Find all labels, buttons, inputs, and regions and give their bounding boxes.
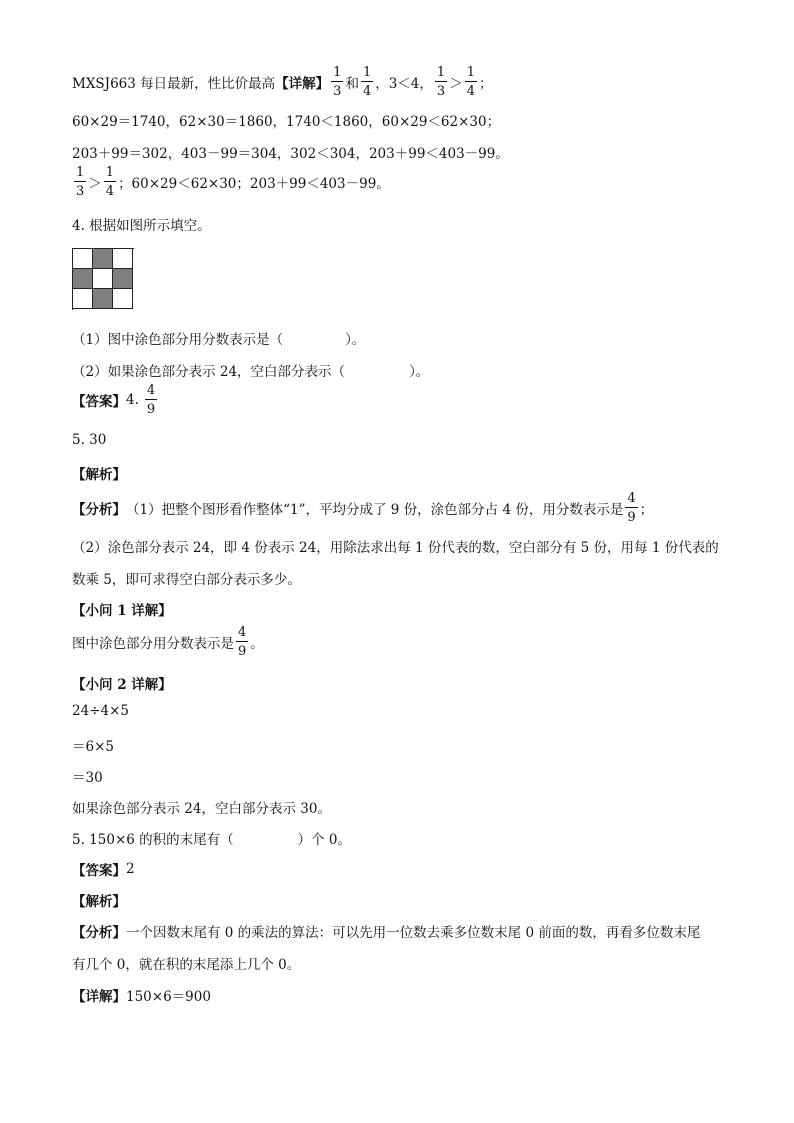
- fraction: $\frac{1}{4}$: [466, 65, 475, 99]
- small-question-2-tag: 【小问 2 详解】: [72, 677, 172, 693]
- fraction: $\frac{4}{9}$: [146, 383, 156, 417]
- text: ＞: [449, 76, 463, 92]
- analysis-tag: 【解析】: [72, 894, 126, 910]
- text: 2: [126, 861, 135, 877]
- grid-cell: [113, 249, 133, 269]
- text: ）。: [409, 364, 430, 380]
- fraction: $\frac{1}{4}$: [362, 65, 372, 99]
- analysis-line: [72, 921, 700, 941]
- grid-cell: [113, 289, 133, 309]
- grid-cell: [93, 269, 113, 289]
- grid-cell-shaded: [73, 269, 93, 289]
- detail-tag: 【详解】: [275, 76, 330, 92]
- text-line: [72, 166, 390, 198]
- text: ，3＜4，: [375, 76, 433, 92]
- analysis-tag: 【解析】: [72, 467, 126, 483]
- grid-cell: [73, 289, 93, 309]
- answer-line-2: 5. 30: [72, 432, 107, 448]
- fraction: $\frac{1}{3}$: [76, 165, 85, 199]
- fenxi-tag: 【分析】: [72, 925, 126, 941]
- answer-tag: 【答案】: [72, 394, 126, 410]
- text: 一个因数末尾有 0 的乘法的算法：可以先用一位数去乘多位数末尾 0 前面的数，再看多位数末尾: [126, 925, 701, 941]
- answer-line: [72, 384, 159, 416]
- text: （2）如果涂色部分表示 24，空白部分表示（: [72, 364, 346, 380]
- text: 5. 150×6 的积的末尾有（: [72, 832, 234, 848]
- fraction: $\frac{4}{9}$: [238, 625, 247, 659]
- text: （1）图中涂色部分用分数表示是（: [72, 332, 284, 348]
- fraction: $\frac{4}{9}$: [627, 491, 636, 525]
- calc-line: ＝30: [72, 770, 103, 786]
- question-title: [72, 828, 351, 848]
- text: 150×6＝900: [126, 989, 211, 1005]
- calc-line: ＝6×5: [72, 739, 114, 755]
- answer-line: [72, 859, 135, 879]
- shaded-grid-figure: [72, 248, 134, 310]
- detail-line: [72, 626, 264, 658]
- fenxi-tag: 【分析】: [72, 502, 126, 518]
- header-line: [72, 66, 492, 98]
- grid-cell-shaded: [93, 289, 113, 309]
- answer-tag: 【答案】: [72, 863, 126, 879]
- small-question-1-tag: 【小问 1 详解】: [72, 603, 172, 619]
- analysis-line: 数乘 5，即可求得空白部分表示多少。: [72, 572, 301, 588]
- text: ＞: [88, 176, 102, 192]
- sub-question-1: [72, 328, 365, 348]
- text: ）。: [345, 332, 366, 348]
- fraction: $\frac{1}{3}$: [333, 65, 342, 99]
- analysis-line: （2）涂色部分表示 24，即 4 份表示 24，用除法求出每 1 份代表的数，空白部分有 5 份，用每 1 份代表的: [72, 540, 719, 556]
- text: ；: [478, 76, 493, 92]
- watermark-text: MXSJ663 每日最新，性比价最高: [72, 76, 276, 92]
- text-line: 203＋99＝302，403－99＝304，302＜304，203＋99＜403－99。: [72, 146, 509, 162]
- fraction: $\frac{1}{3}$: [436, 65, 446, 99]
- text: 和: [345, 76, 359, 92]
- text: 4.: [126, 392, 139, 408]
- text: 。: [250, 636, 264, 652]
- calc-line: 24÷4×5: [72, 703, 129, 719]
- text: ）个 0。: [297, 832, 352, 848]
- text-line: 60×29＝1740，62×30＝1860，1740＜1860，60×29＜62×30；: [72, 114, 501, 130]
- text: ；: [639, 502, 654, 518]
- fraction: $\frac{1}{4}$: [105, 165, 115, 199]
- grid-cell-shaded: [93, 249, 113, 269]
- text: ；60×29＜62×30；203＋99＜403－99。: [118, 176, 390, 192]
- text: 图中涂色部分用分数表示是: [72, 636, 234, 652]
- text: （1）把整个图形看作整体“1”，平均分成了 9 份，涂色部分占 4 份，用分数表示是: [126, 502, 624, 518]
- detail-tag: 【详解】: [72, 989, 126, 1005]
- sub-question-2: [72, 360, 429, 380]
- detail-line: [72, 985, 211, 1005]
- grid-cell-shaded: [113, 269, 133, 289]
- analysis-line: [72, 492, 653, 524]
- conclusion-line: 如果涂色部分表示 24，空白部分表示 30。: [72, 801, 331, 817]
- analysis-line: 有几个 0，就在积的末尾添上几个 0。: [72, 957, 301, 973]
- grid-cell: [73, 249, 93, 269]
- question-title: 4. 根据如图所示填空。: [72, 218, 211, 234]
